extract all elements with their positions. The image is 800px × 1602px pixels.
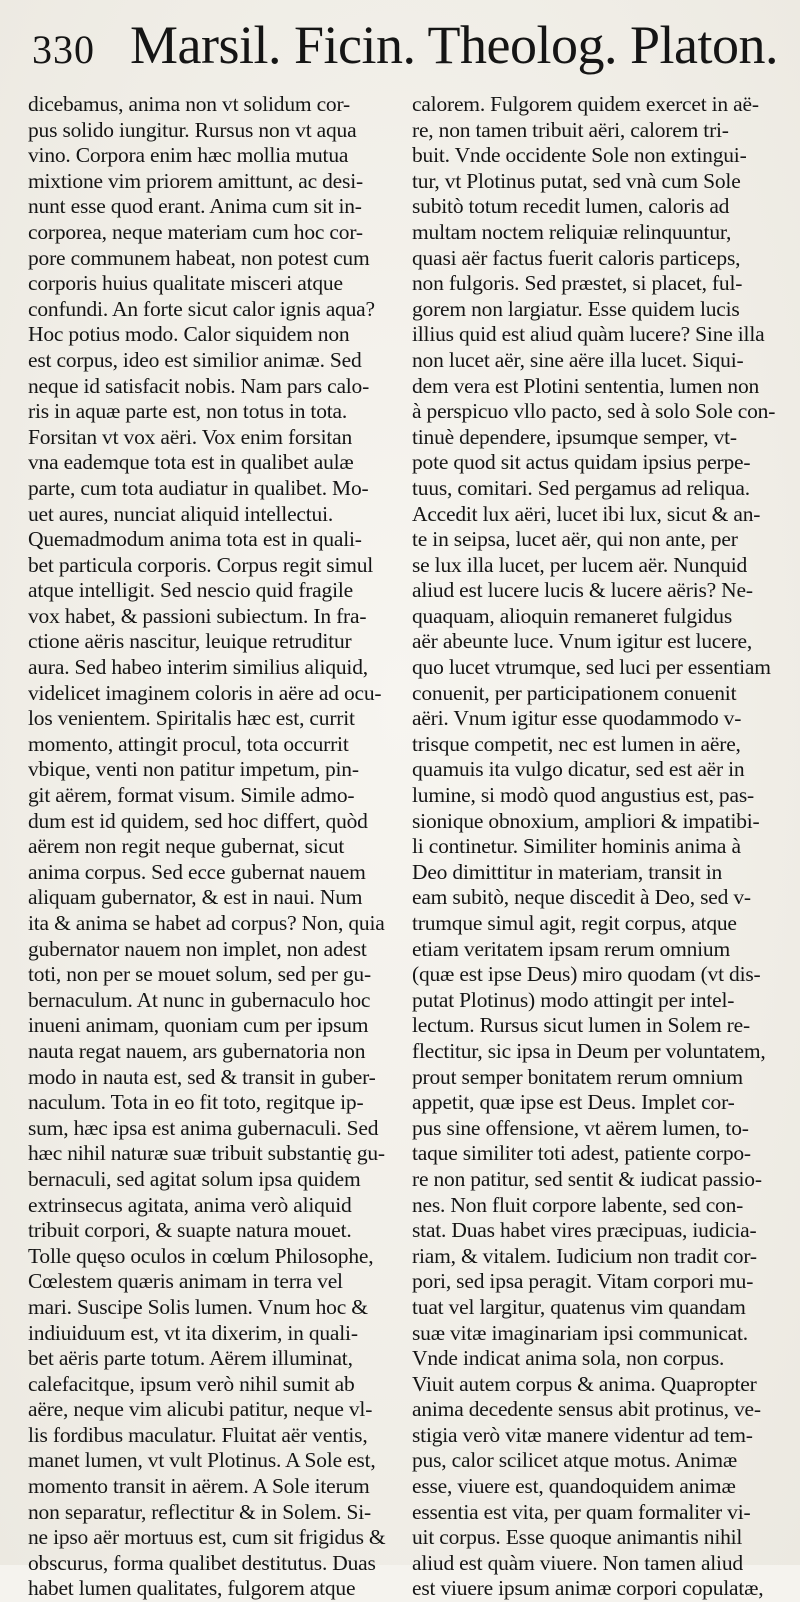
text-line: eam subitò, neque discedit à Deo, sed v-: [412, 885, 751, 910]
text-line: calefacitque, ipsum verò nihil sumit ab: [28, 1371, 355, 1396]
text-line: manet lumen, vt vult Plotinus. A Sole est,: [28, 1448, 376, 1473]
text-line: modo in nauta est, sed & transit in guber-: [28, 1064, 376, 1089]
text-line: nes. Non fluit corpore labente, sed con-: [412, 1192, 744, 1217]
text-line: anima decedente sensus abit protinus, ve-: [412, 1397, 761, 1422]
page-header: [28, 14, 778, 92]
text-line: ita & anima se habet ad corpus? Non, quia: [28, 911, 385, 935]
text-line: tur, vt Plotinus putat, sed vnà cum Sole: [412, 168, 741, 193]
text-line: Forsitan vt vox aëri. Vox enim forsitan: [28, 424, 353, 449]
text-line: pus solido iungitur. Rursus non vt aqua: [28, 117, 357, 142]
text-line: neque id satisfacit nobis. Nam pars calo-: [28, 373, 370, 398]
text-line: sum, hæc ipsa est anima gubernaculi. Sed: [28, 1115, 379, 1140]
text-line: habet lumen qualitates, fulgorem atque: [28, 1576, 356, 1601]
text-line: corporis huius qualitate misceri atque: [28, 271, 343, 296]
text-line: suæ vitæ imaginariam ipsi communicat.: [412, 1320, 748, 1345]
text-line: nunt esse quod erant. Anima cum sit in-: [28, 194, 362, 219]
text-line: non fulgoris. Sed præstet, si placet, ful-: [412, 271, 743, 296]
text-line: aliud est lucere lucis & lucere aëris? Ne-: [412, 578, 753, 603]
text-line: vino. Corpora enim hæc mollia mutua: [28, 143, 349, 168]
text-line: indiuiduum est, vt ita dixerim, in quali-: [28, 1320, 358, 1345]
text-line: pore communem habeat, non potest cum: [28, 245, 370, 270]
text-line: flectitur, sic ipsa in Deum per voluntatem,: [412, 1038, 766, 1063]
text-line: gubernator nauem non implet, non adest: [28, 936, 367, 961]
text-line: multam noctem reliquiæ relinquuntur,: [412, 219, 732, 244]
text-line: lectum. Rursus sicut lumen in Solem re-: [412, 1013, 750, 1038]
text-line: bernaculum. At nunc in gubernaculo hoc: [28, 987, 371, 1012]
text-line: tinuè dependere, ipsumque semper, vt-: [412, 424, 737, 449]
left-column: [28, 92, 400, 1602]
text-line: Tolle quęso oculos in cœlum Philosophe,: [28, 1243, 374, 1268]
text-line: buit. Vnde occidente Sole non extingui-: [412, 143, 747, 168]
text-line: bet aëris parte totum. Aërem illuminat,: [28, 1346, 353, 1371]
text-line: conuenit, per participationem conuenit: [412, 680, 737, 705]
text-line: putat Plotinus) modo attingit per intel-: [412, 987, 735, 1012]
text-line: Deo dimittitur in materiam, transit in: [412, 859, 723, 884]
text-line: dicebamus, anima non vt solidum cor-: [28, 92, 350, 116]
text-line: aër abeunte luce. Vnum igitur est lucere,: [412, 629, 753, 654]
text-line: inueni animam, quoniam cum per ipsum: [28, 1013, 369, 1038]
text-line: obscurus, forma qualibet destitutus. Duas: [28, 1550, 376, 1575]
text-line: Accedit lux aëri, lucet ibi lux, sicut & an-: [412, 501, 761, 526]
text-line: pus sine offensione, vt aërem lumen, to-: [412, 1115, 749, 1140]
text-line: naculum. Tota in eo fit toto, regitque ip-: [28, 1090, 364, 1115]
text-line: tribuit corpori, & suapte natura mouet.: [28, 1218, 352, 1243]
text-line: hæc nihil naturæ suæ tribuit substantię gu-: [28, 1141, 385, 1166]
text-line: est viuere ipsum animæ corpori copulatæ,: [412, 1576, 764, 1601]
text-line: non lucet aër, sine aëre illa lucet. Siqui-: [412, 347, 744, 372]
text-line: trumque simul agit, regit corpus, atque: [412, 911, 737, 935]
text-line: aëri. Vnum igitur esse quodammodo v-: [412, 706, 742, 731]
text-line: Vnde indicat anima sola, non corpus.: [412, 1346, 725, 1371]
right-column: [412, 92, 778, 1602]
text-line: stat. Duas habet vires præcipuas, iudicia-: [412, 1218, 757, 1243]
text-line: vbique, venti non patitur impetum, pin-: [28, 757, 359, 782]
text-line: los venientem. Spiritalis hæc est, currit: [28, 706, 355, 731]
page-number: 330: [32, 27, 95, 72]
text-line: bet particula corporis. Corpus regit simul: [28, 552, 374, 577]
text-line: quamuis ita vulgo dicatur, sed est aër in: [412, 757, 745, 782]
text-line: tuus, comitari. Sed pergamus ad reliqua.: [412, 475, 750, 500]
text-line: lumine, si modò quod angustius est, pas-: [412, 783, 754, 808]
text-line: est corpus, ideo est similior animæ. Sed: [28, 347, 362, 372]
text-line: ris in aquæ parte est, non totus in tota.: [28, 399, 348, 424]
text-line: prout semper bonitatem rerum omnium: [412, 1064, 743, 1089]
text-line: esse, viuere est, quandoquidem animæ: [412, 1474, 736, 1499]
text-line: gorem non largiatur. Esse quidem lucis: [412, 296, 740, 321]
text-line: aërem non regit neque gubernat, sicut: [28, 834, 345, 859]
text-line: corporea, neque materiam cum hoc cor-: [28, 219, 363, 244]
text-line: aliud est quàm viuere. Non tamen aliud: [412, 1550, 743, 1575]
text-line: re, non tamen tribuit aëri, calorem tri-: [412, 117, 729, 142]
text-line: quaquam, alioquin remaneret fulgidus: [412, 603, 732, 628]
text-line: bernaculi, sed agitat solum ipsa quidem: [28, 1166, 361, 1191]
text-line: essentia est vita, per quam formaliter vi-: [412, 1499, 751, 1524]
text-line: lis fordibus maculatur. Fluitat aër ventis,: [28, 1422, 368, 1447]
text-line: uit corpus. Esse quoque animantis nihil: [412, 1525, 743, 1550]
text-line: parte, cum tota audiatur in qualibet. Mo-: [28, 475, 369, 500]
text-line: atque intelligit. Sed nescio quid fragile: [28, 578, 353, 603]
text-line: riam, & vitalem. Iudicium non tradit cor-: [412, 1243, 757, 1268]
text-line: illius quid est aliud quàm lucere? Sine illa: [412, 322, 765, 347]
text-line: se lux illa lucet, per lucem aër. Nunquid: [412, 552, 748, 577]
text-line: non separatur, reflectitur & in Solem. Si-: [28, 1499, 372, 1524]
text-line: nauta regat nauem, ars gubernatoria non: [28, 1038, 366, 1063]
text-line: videlicet imaginem coloris in aëre ad ocu-: [28, 680, 382, 705]
text-line: Hoc potius modo. Calor siquidem non: [28, 322, 350, 347]
text-line: Cœlestem quæris animam in terra vel: [28, 1269, 343, 1294]
text-line: git aërem, format visum. Simile admo-: [28, 783, 355, 808]
text-line: mixtione vim priorem amittunt, ac desi-: [28, 168, 363, 193]
running-title: Marsil. Ficin. Theolog. Platon.: [130, 15, 778, 75]
text-line: taque similiter toti adest, patiente corpo-: [412, 1141, 751, 1166]
text-line: ne ipso aër mortuus est, cum sit frigidus &: [28, 1525, 386, 1550]
text-line: Viuit autem corpus & anima. Quapropter: [412, 1371, 757, 1396]
text-line: mari. Suscipe Solis lumen. Vnum hoc &: [28, 1294, 368, 1319]
text-line: aliquam gubernator, & est in naui. Num: [28, 885, 363, 910]
text-line: extrinsecus agitata, anima verò aliquid: [28, 1192, 352, 1217]
text-line: (quæ est ipse Deus) miro quodam (vt dis-: [412, 962, 761, 987]
text-line: tuat vel largitur, quatenus vim quandam: [412, 1294, 746, 1319]
text-line: pori, sed ipsa peragit. Vitam corpori mu-: [412, 1269, 754, 1294]
text-line: pus, calor scilicet atque motus. Animæ: [412, 1448, 737, 1473]
text-line: uet aures, nunciat aliquid intellectui.: [28, 501, 334, 526]
text-line: sionique obnoxium, ampliori & impatibi-: [412, 808, 760, 833]
text-line: dem vera est Plotini sententia, lumen non: [412, 373, 760, 398]
text-line: li continetur. Similiter hominis anima à: [412, 834, 741, 859]
text-line: vox habet, & passioni subiectum. In fra-: [28, 603, 367, 628]
text-line: quasi aër factus fuerit caloris particeps,: [412, 245, 741, 270]
text-line: appetit, quæ ipse est Deus. Implet cor-: [412, 1090, 735, 1115]
text-line: quo lucet vtrumque, sed luci per essentiam: [412, 655, 771, 680]
text-line: te in seipsa, lucet aër, qui non ante, per: [412, 527, 738, 552]
text-line: momento transit in aërem. A Sole iterum: [28, 1474, 370, 1499]
text-line: calorem. Fulgorem quidem exercet in aë-: [412, 92, 759, 116]
text-line: ctione aëris nascitur, leuique retruditur: [28, 629, 352, 654]
text-columns: [28, 92, 778, 1602]
text-line: à perspicuo vllo pacto, sed à solo Sole con-: [412, 399, 776, 424]
text-line: momento, attingit procul, tota occurrit: [28, 731, 349, 756]
text-line: vna eademque tota est in qualibet aulæ: [28, 450, 354, 475]
text-line: anima corpus. Sed ecce gubernat nauem: [28, 859, 366, 884]
text-line: dum est id quidem, sed hoc differt, quòd: [28, 808, 368, 833]
text-line: aura. Sed habeo interim similius aliquid,: [28, 655, 368, 680]
text-line: trisque competit, nec est lumen in aëre,: [412, 731, 741, 756]
text-line: Quemadmodum anima tota est in quali-: [28, 527, 362, 552]
text-line: aëre, neque vim alicubi patitur, neque vl-: [28, 1397, 373, 1422]
text-line: stigia verò vitæ manere videntur ad tem-: [412, 1422, 753, 1447]
text-line: pote quod sit actus quidam ipsius perpe-: [412, 450, 751, 475]
text-line: toti, non per se mouet solum, sed per gu-: [28, 962, 371, 987]
text-line: confundi. An forte sicut calor ignis aqua?: [28, 296, 375, 321]
text-line: re non patitur, sed sentit & iudicat passio-: [412, 1166, 762, 1191]
text-line: subitò totum recedit lumen, caloris ad: [412, 194, 730, 219]
text-line: etiam veritatem ipsam rerum omnium: [412, 936, 730, 961]
